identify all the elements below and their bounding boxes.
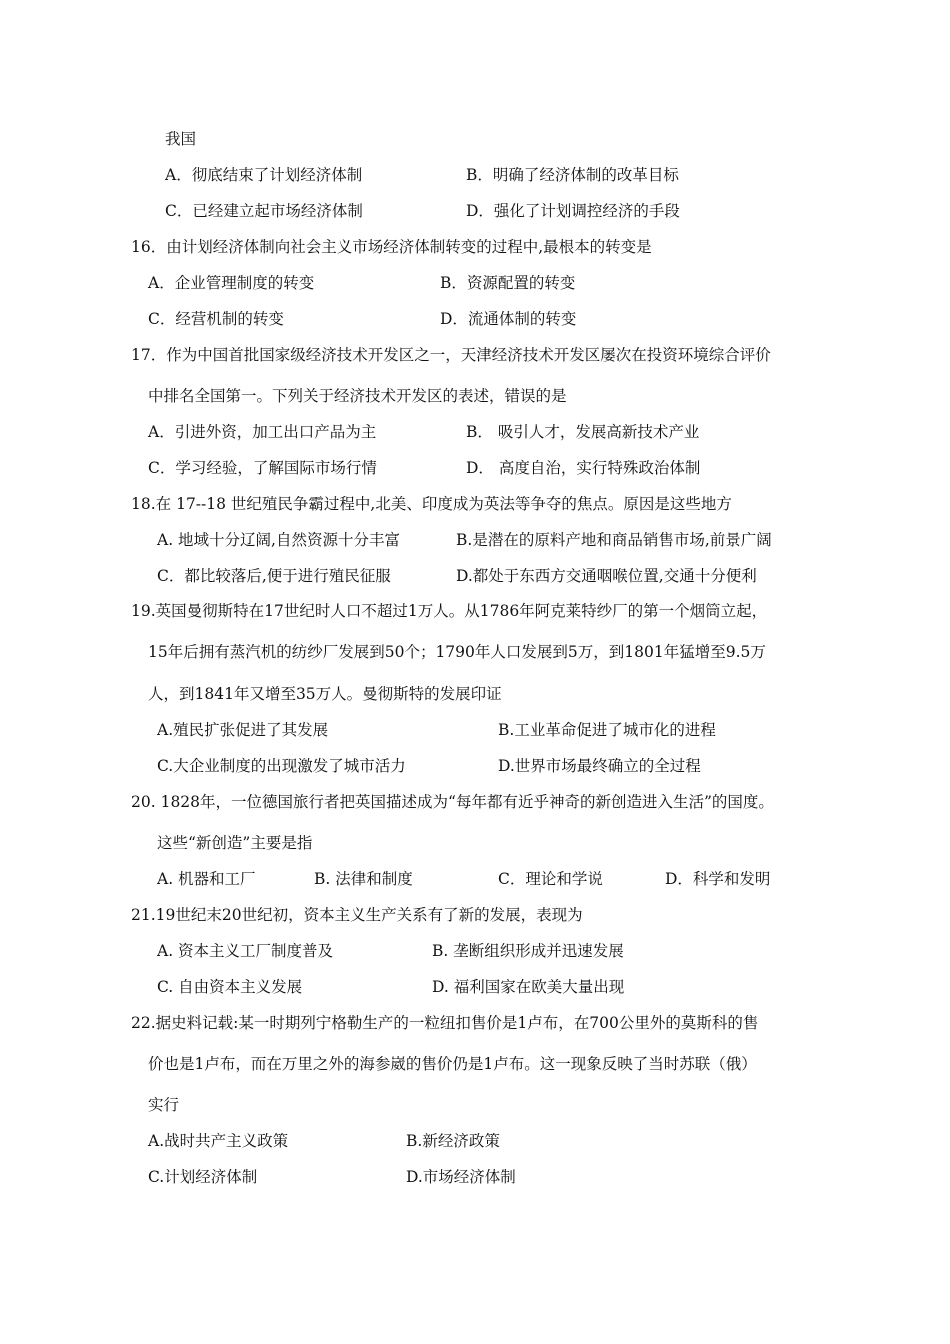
q19-option-b: B.工业革命促进了城市化的进程 bbox=[498, 721, 716, 739]
q22-option-c: C.计划经济体制 bbox=[148, 1168, 258, 1186]
q22-stem-line3: 实行 bbox=[148, 1096, 180, 1114]
q21-option-d: D. 福利国家在欧美大量出现 bbox=[432, 978, 625, 996]
q16-option-c: C．经营机制的转变 bbox=[148, 310, 284, 328]
q18-option-d: D.都处于东西方交通咽喉位置,交通十分便利 bbox=[456, 567, 757, 585]
q20-stem-line1: 20. 1828年，一位德国旅行者把英国描述成为“每年都有近乎神奇的新创造进入生活”的国度。 bbox=[131, 793, 774, 811]
q22-stem-line2: 价也是1卢布，而在万里之外的海参崴的售价仍是1卢布。这一现象反映了当时苏联（俄） bbox=[148, 1055, 757, 1073]
q20-option-a: A. 机器和工厂 bbox=[157, 870, 256, 888]
q15-stem-cont: 我国 bbox=[165, 130, 197, 148]
q15-option-b: B．明确了经济体制的改革目标 bbox=[466, 166, 679, 184]
q17-option-c: C．学习经验，了解国际市场行情 bbox=[148, 459, 377, 477]
q15-option-a: A．彻底结束了计划经济体制 bbox=[165, 166, 363, 184]
q20-option-b: B. 法律和制度 bbox=[314, 870, 413, 888]
q19-stem-line2: 15年后拥有蒸汽机的纺纱厂发展到50个；1790年人口发展到5万，到1801年猛增至9.5万 bbox=[148, 643, 766, 661]
q19-stem-line3: 人，到1841年又增至35万人。曼彻斯特的发展印证 bbox=[148, 685, 502, 703]
q16-option-d: D．流通体制的转变 bbox=[440, 310, 577, 328]
q16-option-a: A．企业管理制度的转变 bbox=[148, 274, 315, 292]
q17-stem-line2: 中排名全国第一。下列关于经济技术开发区的表述，错误的是 bbox=[148, 387, 567, 405]
q19-option-c: C.大企业制度的出现激发了城市活力 bbox=[157, 757, 406, 775]
q18-option-c: C．都比较落后,便于进行殖民征服 bbox=[157, 567, 391, 585]
q17-option-d: D． 高度自治，实行特殊政治体制 bbox=[466, 459, 701, 477]
q19-stem-line1: 19.英国曼彻斯特在17世纪时人口不超过1万人。从1786年阿克莱特纱厂的第一个烟筒立起， bbox=[131, 602, 768, 620]
q17-stem-line1: 17．作为中国首批国家级经济技术开发区之一，天津经济技术开发区屡次在投资环境综合评价 bbox=[131, 346, 771, 364]
q18-option-a: A. 地域十分辽阔,自然资源十分丰富 bbox=[157, 531, 400, 549]
q16-option-b: B．资源配置的转变 bbox=[440, 274, 576, 292]
q18-stem: 18.在 17--18 世纪殖民争霸过程中,北美、印度成为英法等争夺的焦点。原因是这些地方 bbox=[131, 495, 732, 513]
q20-option-d: D．科学和发明 bbox=[665, 870, 771, 888]
q18-option-b: B.是潜在的原料产地和商品销售市场,前景广阔 bbox=[456, 531, 772, 549]
q16-stem: 16．由计划经济体制向社会主义市场经济体制转变的过程中,最根本的转变是 bbox=[131, 238, 652, 256]
q17-option-a: A．引进外资，加工出口产品为主 bbox=[148, 423, 377, 441]
q20-stem-line2: 这些“新创造”主要是指 bbox=[157, 834, 313, 852]
q22-option-d: D.市场经济体制 bbox=[406, 1168, 516, 1186]
q22-option-a: A.战时共产主义政策 bbox=[148, 1132, 289, 1150]
q22-option-b: B.新经济政策 bbox=[406, 1132, 500, 1150]
q19-option-a: A.殖民扩张促进了其发展 bbox=[157, 721, 329, 739]
q21-stem: 21.19世纪末20世纪初，资本主义生产关系有了新的发展，表现为 bbox=[131, 906, 583, 924]
q20-option-c: C．理论和学说 bbox=[498, 870, 603, 888]
q19-option-d: D.世界市场最终确立的全过程 bbox=[498, 757, 701, 775]
q17-option-b: B． 吸引人才，发展高新技术产业 bbox=[466, 423, 700, 441]
q15-option-d: D．强化了计划调控经济的手段 bbox=[466, 202, 680, 220]
q21-option-a: A. 资本主义工厂制度普及 bbox=[157, 942, 334, 960]
q21-option-b: B. 垄断组织形成并迅速发展 bbox=[432, 942, 624, 960]
q21-option-c: C. 自由资本主义发展 bbox=[157, 978, 303, 996]
q15-option-c: C．已经建立起市场经济体制 bbox=[165, 202, 363, 220]
q22-stem-line1: 22.据史料记载:某一时期列宁格勒生产的一粒纽扣售价是1卢布，在700公里外的莫斯科的售 bbox=[131, 1014, 759, 1032]
